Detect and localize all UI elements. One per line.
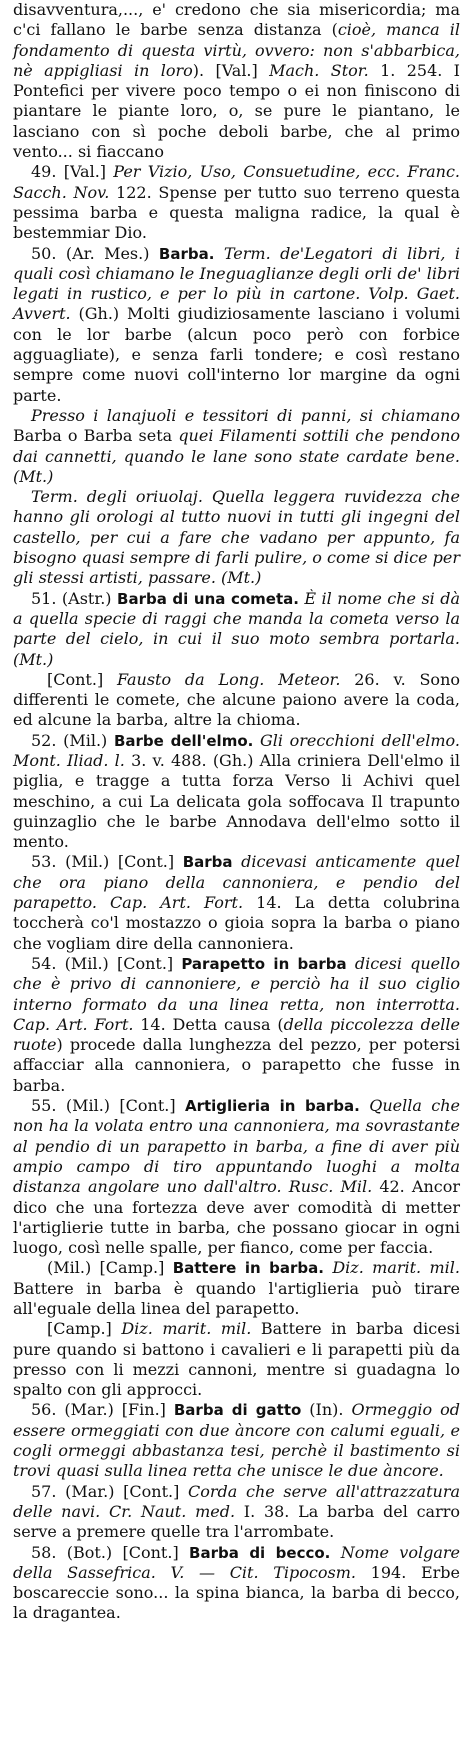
entry-headword: Barba di una cometa. [117,589,299,608]
entry-gloss: della piccolezza delle ruote [13,1014,460,1055]
entry-gloss: cioè, manca il fondamento di questa virtù, ovvero: non s'abbarbica, nè appigliasi in loro [13,20,461,80]
entry-gloss: Gli orecchioni dell'elmo. Mont. Iliad. l. [13,730,460,770]
entry-57 [13,1482,460,1543]
entry-text: disavventura,..., e' credono che sia misericordia; ma c'ci fallano le barbe senza distanza ( [13,0,460,40]
entry-text: [Camp.] [47,1319,122,1339]
entry-gloss: Quella che non ha la volata entro una cannoniera, ma sovrastante al pendio di un parapetto in barba, a fine di aver più ampio campo di tiro appuntando luoghi a molta distanza angolare uno dall'altro. Rusc. Mil. [13,1096,460,1197]
citation: Diz. marit. mil. [121,1319,252,1339]
entry-gloss: È il nome che si dà a quella specie di raggi che manda la cometa verso la parte del cielo, in cui il suo moto sembra portarla. (Mt.) [13,588,461,669]
entry-headword: Barba di becco. [189,1543,331,1562]
entry-gloss: dicevasi anticamente quel che ora piano della cannoniera, e pendio del parapetto. Cap. Art. Fort. [13,852,460,913]
entry-text: (Gh.) Molti giudiziosamente lasciano i volumi con le lor barbe (alcun poco però con forbice agguagliate), e senza farli tondere; e così restano sempre come nuovi coll'interno lor margine da ogni parte. [13,304,460,405]
entry-number: 58. (Bot.) [Cont.] [31,1542,190,1562]
entry-text: Barba o Barba seta [13,426,179,446]
entry-number: 56. (Mar.) [Fin.] [31,1400,174,1420]
entry-text: Battere in barba è quando l'artiglieria può tirare all'eguale della linea del parapetto. [13,1278,460,1318]
entry-text: ) procede dalla lunghezza del pezzo, per potersi affacciar alla cannoniera, o parapetto che fusse in barba. [13,1035,460,1095]
entry-51-sub [13,670,460,731]
entry-text: 14. Detta causa ( [133,1014,284,1034]
entry-text: ). [Val.] [192,60,270,80]
entry-headword: Parapetto in barba [181,954,347,973]
entry-gloss: Term. degli oriuolaj. Quella leggera ruvidezza che hanno gli orologi al tutto nuovi in tutti gli ingegni del castello, per cui a fare che vadano per appunto, fa bisogno quasi sempre di farli pulire, o come si dice per gli stessi artisti, passare. (Mt.) [13,487,460,588]
entry-text: Battere in barba dicesi pure quando si battono i cavalieri e li parapetti più da presso con li mezzi cannoni, mentre si guadagna lo spalto con gli approcci. [13,1319,460,1400]
entry-50-sub-b [13,487,460,588]
entry-text: [Cont.] [47,669,117,689]
entry-gloss: quei Filamenti sottili che pendono dai cannetti, quando le lane sono state cardate bene. (Mt.) [13,426,460,486]
entry-50-sub-a [13,406,460,487]
entry-headword: Battere in barba. [172,1259,324,1278]
entry-text: 42. Ancor dico che una fortezza deve aver comodità di metter l'artiglierie tutte in barba, che possano giocar in ogni luogo, così nelle spalle, per fianco, come per faccia. [13,1177,461,1258]
entry-headword: Barba di gatto [173,1401,302,1420]
entry-gloss: Nome volgare della Sassefrica. V. — Cit. Tipocosm. [13,1542,460,1582]
entry-headword: Barba. [158,244,215,263]
entry-52 [13,731,460,853]
entry-gloss: Corda che serve all'attrazzatura delle navi. Cr. Naut. med. [13,1481,460,1521]
entry-53 [13,852,460,953]
entry-number: 49. [31,162,57,182]
entry-headword: Artiglieria in barba. [184,1097,360,1116]
entry-text: 3. v. 488. (Gh.) Alla criniera Dell'elmo il piglia, e tragge a tutta forza Verso li Achivi quel meschino, a cui La delicata gola soffocava Il trapunto guinzaglio che le barbe Annodava dell'elmo sotto il mento. [13,750,460,852]
entry-headword: Barba [182,853,233,872]
entry-text: 194. Erbe boscareccie sono... la spina bianca, la barba di becco, la dragantea. [13,1562,460,1623]
entry-text: 1. 254. I Pontefici per vivere poco tempo o ei non finiscono di piantare le piante loro, o, se pure le piantano, le lasciano con sì poche deboli barbe, che al primo vento... si fiaccano [13,60,460,162]
entry-text: (In). [301,1400,352,1420]
entry-number: 52. (Mil.) [31,730,114,750]
entry-gloss: Per Vizio, Uso, Consuetudine, ecc. Franc. Sacch. Nov. [13,162,461,202]
entry-number: 50. (Ar. Mes.) [31,243,159,263]
entry-gloss: Term. de'Legatori di libri, i quali così chiamano le Ineguaglianze degli orli de' libri legati in rustico, e per lo più in cartone. Volp. Gaet. Avvert. [13,243,460,324]
entry-text: 26. v. Sono differenti le comete, che alcune paiono avere la coda, ed alcune la barba, altre la chioma. [13,669,461,730]
entry-text: [Val.] [56,162,114,182]
citation: Fausto da Long. Meteor. [116,669,341,689]
entry-gloss: dicesi quello che è privo di cannoniere, e perciò ha il suo ciglio interno formato da una linea retta, non interrotta. Cap. Art. Fort. [13,953,461,1034]
entry-58 [13,1543,460,1624]
entry-48-continuation [13,0,460,162]
entry-text: I. 38. La barba del carro serve a premere quelle tra l'arrombate. [13,1501,461,1542]
entry-number: 57. (Mar.) [Cont.] [31,1481,189,1501]
entry-number: 51. (Astr.) [31,588,118,608]
entry-text: (Mil.) [Camp.] [47,1258,173,1278]
entry-55 [13,1096,460,1258]
entry-gloss: Presso i lanajuoli e tessitori di panni, si chiamano [31,405,460,425]
citation: Mach. Stor. [269,60,369,80]
entry-gloss: Ormeggio od essere ormeggiati con due àncore con calumi eguali, e cogli ormeggi abbastanza tesi, perchè il bastimento si trovi quasi sulla linea retta che unisce le due àncore. [13,1400,460,1481]
entry-50 [13,244,460,406]
entry-text: 14. La detta colubrina toccherà co'l mostazzo o gioia sopra la barba o piano che vogliam dire della cannoniera. [13,893,460,953]
entry-number: 55. (Mil.) [Cont.] [31,1096,185,1116]
entry-55-sub-b [13,1319,460,1400]
entry-51 [13,589,460,670]
entry-number: 54. (Mil.) [Cont.] [31,953,182,973]
entry-54 [13,954,460,1096]
entry-headword: Barbe dell'elmo. [113,731,254,750]
entry-text: 122. Spense per tutto suo terreno questa pessima barba e questa maligna radice, la qual è bestemmiar Dio. [13,182,460,243]
entry-49 [13,162,460,243]
entry-55-sub-a [13,1258,460,1319]
citation: Diz. marit. mil. [323,1258,461,1278]
entry-56 [13,1400,460,1481]
entry-number: 53. (Mil.) [Cont.] [31,852,183,872]
